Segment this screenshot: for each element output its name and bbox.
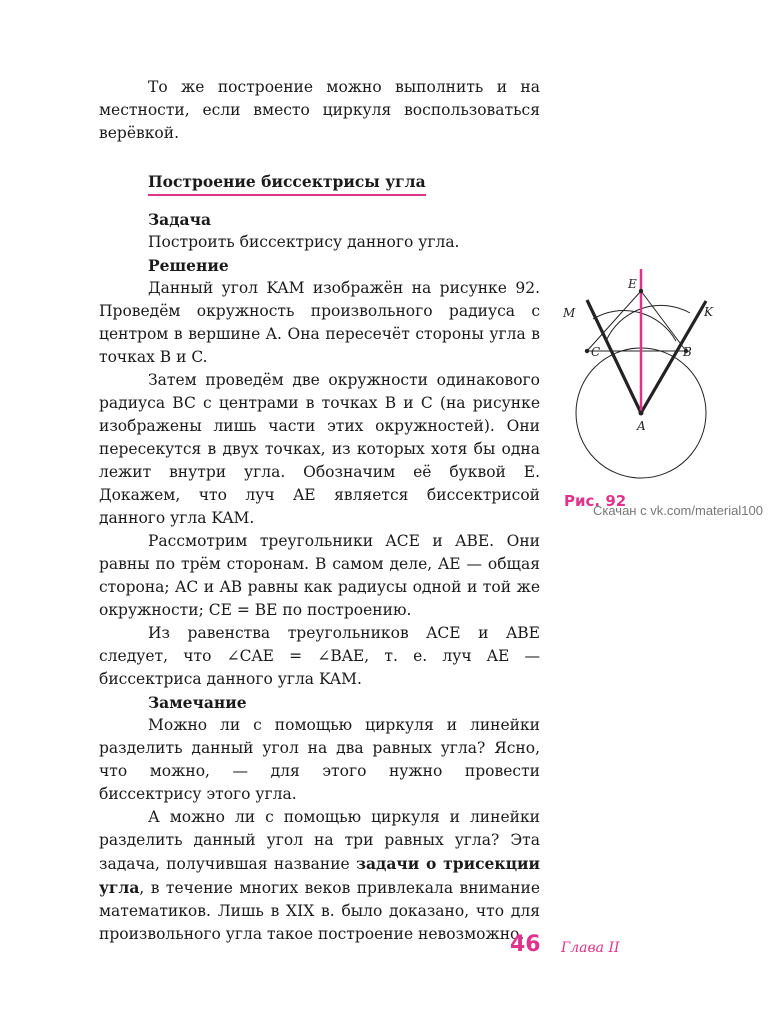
- solution-paragraph-3: Рассмотрим треугольники ACE и ABE. Они равны по трём сторонам. В самом деле, AE — общая сторона; AC и AB равны как радиусы одной и той же окружности; CE = BE по построению.: [99, 532, 540, 619]
- solution-paragraph-2: Затем проведём две окружности одинакового радиуса BC с центрами в точках B и C (на рисунке изображены лишь части этих окружностей). Они пересекутся в двух точках, из которых хотя бы одна лежит внутри угла. Обозначим её буквой E. Докажем, что луч AE является биссектрисой данного угла KAM.: [99, 371, 540, 527]
- solution-paragraph-4: Из равенства треугольников ACE и ABE следует, что ∠CAE = ∠BAE, т. е. луч AE — биссектриса данного угла KAM.: [99, 624, 540, 688]
- solution-heading: Решение: [148, 256, 229, 275]
- watermark: Скачан с vk.com/material100: [593, 503, 763, 518]
- label-m: M: [563, 306, 576, 320]
- label-k: K: [704, 305, 713, 319]
- label-e: E: [628, 277, 637, 291]
- page-number: 46: [510, 932, 541, 957]
- intro-paragraph: [99, 76, 540, 145]
- ray-ak: [641, 301, 706, 413]
- point-c: [585, 349, 589, 353]
- section-title: Построение биссектрисы угла: [148, 170, 426, 196]
- figure-92-diagram: [560, 263, 760, 488]
- remark-paragraph-1: Можно ли с помощью циркуля и линейки разделить данный угол на два равных угла? Ясно, что можно, — для этого нужно провести биссектрису этого угла.: [99, 716, 540, 803]
- remark-text-before: А можно ли с помощью циркуля и линейки разделить данный угол на три равных угла? Эта задача, получившая название: [99, 808, 540, 873]
- task-text: Построить биссектрису данного угла.: [148, 233, 460, 251]
- remark-text-after: , в течение многих веков привлекала внимание математиков. Лишь в XIX в. было доказано, что для произвольного угла такое построение невозможно.: [99, 879, 540, 943]
- label-c: C: [591, 345, 601, 359]
- point-e: [639, 289, 643, 293]
- intro-text: То же построение можно выполнить и на местности, если вместо циркуля воспользоваться верёвкой.: [99, 78, 540, 142]
- trisection-term: задачи о трисекции угла: [99, 854, 541, 897]
- segment-ce: [587, 291, 641, 351]
- solution-paragraph-1: Данный угол KAM изображён на рисунке 92. Проведём окружность произвольного радиуса с центром в вершине A. Она пересечёт стороны угла в точках B и C.: [99, 279, 540, 366]
- label-a: A: [637, 419, 646, 433]
- remark-paragraph-2: [99, 806, 540, 946]
- remark-heading: Замечание: [148, 693, 247, 712]
- figure-caption: Рис. 92: [564, 492, 627, 510]
- point-a: [639, 411, 644, 416]
- task-heading: Задача: [148, 210, 211, 229]
- main-column: [99, 170, 540, 946]
- segment-be: [641, 291, 686, 351]
- label-b: B: [683, 345, 692, 359]
- chapter-label: Глава II: [561, 940, 620, 956]
